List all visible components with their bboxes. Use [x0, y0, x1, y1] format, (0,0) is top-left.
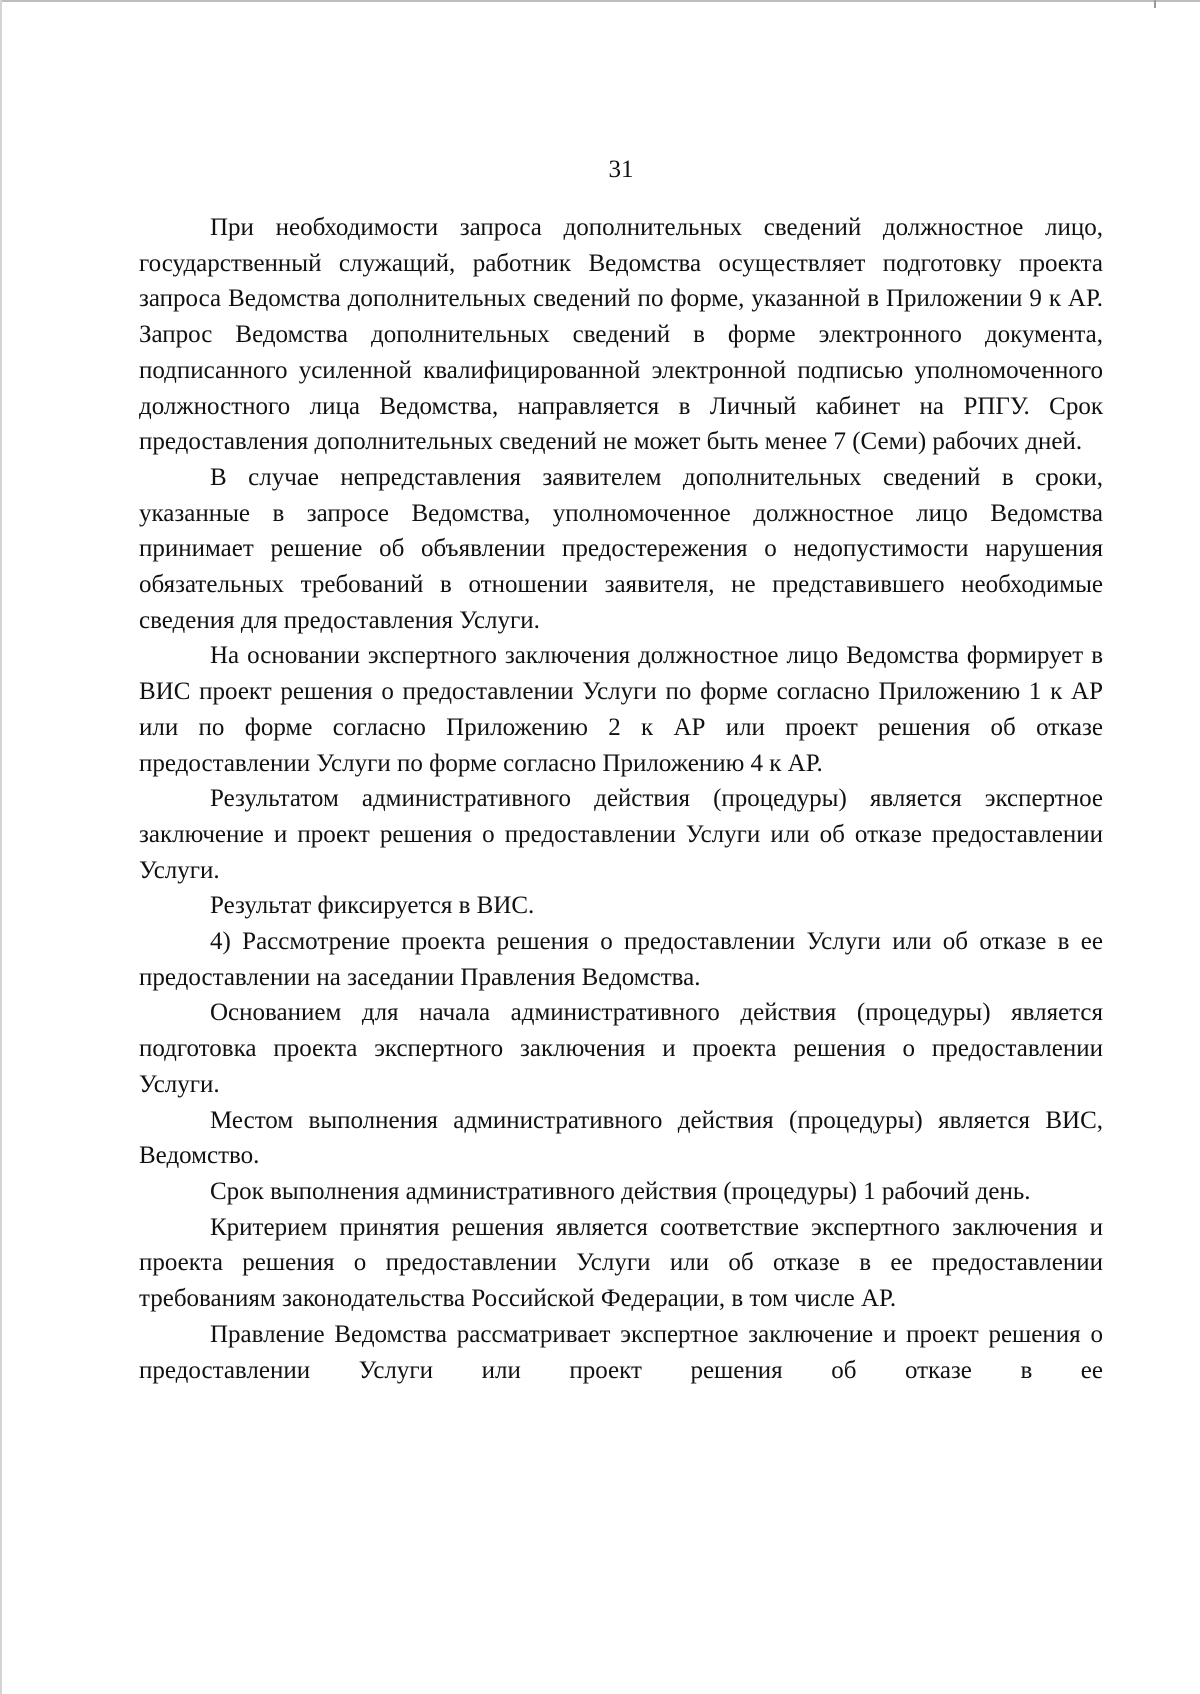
- scan-edge-top: [0, 0, 1200, 2]
- page-number: 31: [608, 156, 634, 183]
- paragraph-action-basis: Основанием для начала административного действия (процедуры) является подготовка проекта экспертного заключения и проекта решения о предоставлении Услуги.: [139, 999, 1103, 1098]
- scan-mark: [1154, 0, 1156, 8]
- scan-edge-left: [0, 0, 2, 1694]
- paragraph-action-term: Срок выполнения административного действия (процедуры) 1 рабочий день.: [210, 1177, 1031, 1205]
- paragraph-additional-info-request: При необходимости запроса дополнительных сведений должностное лицо, государственный служащий, работник Ведомства осуществляет подготовку проекта запроса Ведомства дополнительных сведений по форме, указанной в Приложении 9 к АР. Запрос Ведомства дополнительных сведений в форме электронного документа, подписанного усиленной квалифицированной электронной подписью уполномоченного должностного лица Ведомства, направляется в Личный кабинет на РПГУ. Срок предоставления дополнительных сведений не может быть менее 7 (Семи) рабочих дней.: [139, 214, 1103, 456]
- paragraph-expert-conclusion: На основании экспертного заключения должностное лицо Ведомства формирует в ВИС проект решения о предоставлении Услуги по форме согласно Приложению 1 к АР или по форме согласно Приложению 2 к АР или проект решения об отказе предоставлении Услуги по форме согласно Приложению 4 к АР.: [139, 642, 1103, 777]
- paragraph-step-4-heading: 4) Рассмотрение проекта решения о предоставлении Услуги или об отказе в ее предоставлении на заседании Правления Ведомства.: [139, 928, 1103, 991]
- paragraph-board-review: Правление Ведомства рассматривает экспертное заключение и проект решения о предоставлении Услуги или проект решения об отказе в ее: [139, 1320, 1103, 1384]
- paragraph-action-result: Результатом административного действия (процедуры) является экспертное заключение и проект решения о предоставлении Услуги или об отказе предоставлении Услуги.: [139, 785, 1103, 884]
- paragraph-non-submission: В случае непредставления заявителем дополнительных сведений в сроки, указанные в запросе Ведомства, уполномоченное должностное лицо Ведомства принимает решение об объявлении предостережения о недопустимости нарушения обязательных требований в отношении заявителя, не представившего необходимые сведения для предоставления Услуги.: [139, 463, 1103, 634]
- document-body: [139, 210, 1103, 1388]
- paragraph-action-place: Местом выполнения административного действия (процедуры) является ВИС, Ведомство.: [139, 1106, 1103, 1170]
- paragraph-result-recorded: Результат фиксируется в ВИС.: [210, 892, 535, 920]
- paragraph-decision-criterion: Критерием принятия решения является соответствие экспертного заключения и проекта решения о предоставлении Услуги или об отказе в ее предоставлении требованиям законодательства Российской Федерации, в том числе АР.: [139, 1213, 1103, 1313]
